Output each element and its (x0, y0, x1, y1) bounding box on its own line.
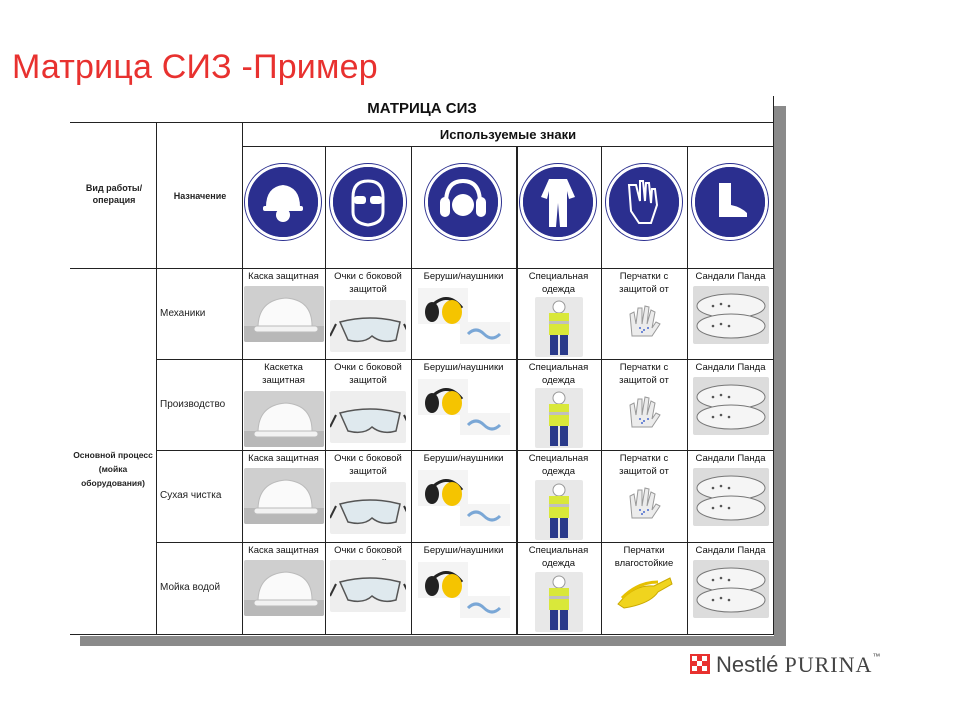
logo-nestle: Nestlé (716, 652, 779, 677)
ppe-item-label: Сандали Панда (695, 545, 766, 556)
ppe-item-label: Перчатки с защитой от (619, 362, 669, 386)
ppe-item-label: Очки с боковой защитой (334, 271, 402, 295)
row-label: Сухая чистка (160, 490, 222, 501)
grid-line (687, 146, 688, 634)
grid-line (156, 122, 157, 634)
grid-line (242, 146, 774, 147)
row-label: Механики (160, 308, 206, 319)
ppe-item-label: Перчатки влагостойкие (614, 545, 674, 569)
ppe-photo (693, 468, 769, 526)
ppe-photo (535, 297, 583, 357)
ppe-photo (693, 377, 769, 435)
ppe-photo (330, 482, 406, 534)
ppe-item-label: Специальная одежда (528, 453, 589, 477)
ppe-matrix-table (70, 96, 774, 636)
ppe-item-label: Каска защитная (248, 271, 319, 282)
grid-line (773, 96, 774, 634)
logo-purina: PURINA (784, 652, 873, 677)
overalls-icon (520, 164, 596, 240)
grid-line (70, 634, 774, 635)
ppe-item-label: Сандали Панда (695, 271, 766, 282)
ppe-item-label: Очки с боковой (334, 545, 402, 556)
ppe-item-label: Специальная одежда (528, 271, 589, 295)
boots-icon (692, 164, 768, 240)
ppe-photo (620, 482, 668, 520)
grid-line (70, 268, 774, 269)
ppe-photo (535, 480, 583, 540)
ppe-item-label: Беруши/наушники (423, 271, 504, 282)
ppe-photo (416, 377, 512, 437)
ppe-photo (330, 560, 406, 612)
ppe-item-label: Очки с боковой защитой (334, 453, 402, 477)
ppe-photo (614, 574, 674, 610)
goggles-icon (330, 164, 406, 240)
ppe-item-label: Беруши/наушники (423, 545, 504, 556)
ppe-photo (693, 560, 769, 618)
ppe-item-label: Беруши/наушники (423, 453, 504, 464)
group-label: Основной процесс (мойка оборудования) (73, 450, 153, 488)
logo-text (716, 652, 880, 678)
logo-tm: ™ (872, 652, 881, 661)
ppe-photo (416, 560, 512, 620)
purina-checkerboard-icon (690, 654, 710, 674)
ppe-item-label: Каска защитная (248, 545, 319, 556)
ppe-photo (330, 300, 406, 352)
matrix-title: МАТРИЦА СИЗ (367, 100, 477, 117)
ppe-photo (693, 286, 769, 344)
ppe-item-label: Беруши/наушники (423, 362, 504, 373)
ppe-photo (535, 388, 583, 448)
grid-line (242, 122, 774, 123)
ppe-item-label: Специальная одежда (528, 545, 589, 569)
ppe-item-label: Сандали Панда (695, 453, 766, 464)
ppe-photo (244, 391, 324, 447)
ppe-item-label: Каска защитная (248, 453, 319, 464)
ppe-photo (330, 391, 406, 443)
gloves-icon (606, 164, 682, 240)
grid-line (156, 450, 774, 451)
ppe-item-label: Очки с боковой защитой (334, 362, 402, 386)
grid-line (411, 146, 412, 634)
purpose-header: Назначение (173, 191, 227, 201)
row-label: Производство (160, 399, 226, 410)
ear-protection-icon (425, 164, 501, 240)
ppe-photo (620, 300, 668, 338)
ppe-photo (416, 286, 512, 346)
grid-line (156, 542, 774, 543)
ppe-photo (244, 286, 324, 342)
ppe-photo (535, 572, 583, 632)
work-type-header: Вид работы/ операция (85, 183, 143, 205)
ppe-matrix (70, 96, 774, 636)
ppe-item-label: Специальная одежда (528, 362, 589, 386)
slide-title: Матрица СИЗ -Пример (12, 48, 378, 86)
ppe-item-label: Перчатки с защитой от (619, 271, 669, 295)
row-label: Мойка водой (160, 582, 221, 593)
ppe-photo (620, 391, 668, 429)
ppe-item-label: Сандали Панда (695, 362, 766, 373)
ppe-photo (244, 468, 324, 524)
ppe-item-label: Каскетка защитная (262, 362, 305, 386)
helmet-icon (245, 164, 321, 240)
ppe-photo (416, 468, 512, 528)
signs-header: Используемые знаки (439, 127, 577, 142)
grid-line (156, 359, 774, 360)
ppe-item-label: Перчатки с защитой от (619, 453, 669, 477)
ppe-photo (244, 560, 324, 616)
